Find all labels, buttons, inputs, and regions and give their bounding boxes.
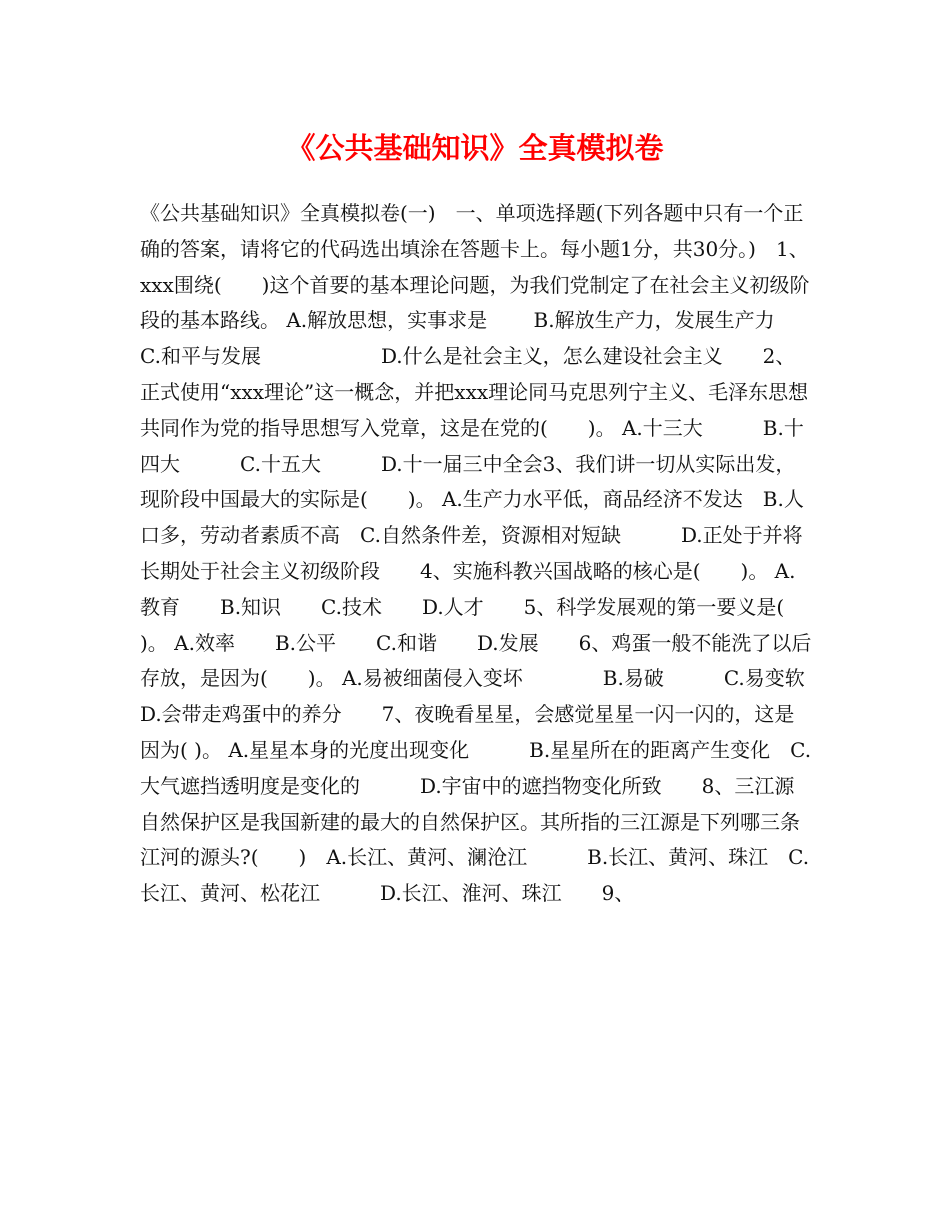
document-body: 《公共基础知识》全真模拟卷(一) 一、单项选择题(下列各题中只有一个正确的答案，请将它的代码选出填涂在答题卡上。每小题1分，共30分。) 1、xxx围绕( )这个首要的基本理论问题，为我们党制定了在社会主义初级阶段的基本路线。 A.解放思想，实事求是 B.解放生产力，发展生产力 C.和平与发展 D.什么是社会主义，怎么建设社会主义 2、正式使用“xxx理论”这一概念，并把xxx理论同马克思列宁主义、毛泽东思想共同作为党的指导思想写入党章，这是在党的( )。 A.十三大 B.十四大 C.十五大 D.十一届三中全会3、我们讲一切从实际出发，现阶段中国最大的实际是( )。 A.生产力水平低，商品经济不发达 B.人口多，劳动者素质不高 C.自然条件差，资源相对短缺 D.正处于并将长期处于社会主义初级阶段 4、实施科教兴国战略的核心是( )。 A.教育 B.知识 C.技术 D.人才 5、科学发展观的第一要义是( )。 A.效率 B.公平 C.和谐 D.发展 6、鸡蛋一般不能洗了以后存放，是因为( )。 A.易被细菌侵入变坏 B.易破 C.易变软 D.会带走鸡蛋中的养分 7、夜晚看星星，会感觉星星一闪一闪的，这是因为( )。 A.星星本身的光度出现变化 B.星星所在的距离产生变化 C.大气遮挡透明度是变化的 D.宇宙中的遮挡物变化所致 8、三江源自然保护区是我国新建的最大的自然保护区。其所指的三江源是下列哪三条江河的源头?( ) A.长江、黄河、澜沧江 B.长江、黄河、珠江 C.长江、黄河、松花江 D.长江、淮河、珠江 9、 xyxy=(140,201,885,906)
document-title: 《公共基础知识》全真模拟卷 xyxy=(286,131,664,165)
